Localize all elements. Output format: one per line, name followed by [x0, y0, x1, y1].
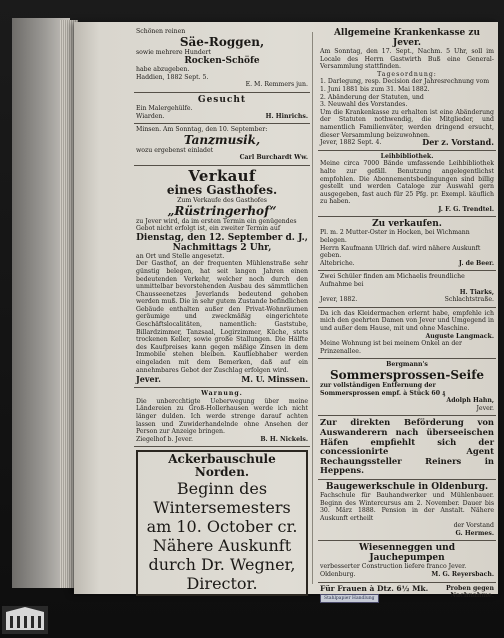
ad-line: sowie mehrere Hundert	[136, 48, 211, 56]
ad-place: Jever.	[476, 404, 494, 412]
ad-body: Die unbercchtigte Ueberwegung über meine Ländereien zu Groß-Hollerhausen werde ich nicht länger dulden. Ich werde strenge darauf achten lassen und Zuwiderhandelnde ohne Ansehen der Person zur Anzeige bringen.	[136, 397, 308, 436]
ad-title: Leihbibliothek.	[380, 152, 434, 160]
ad-line: zu Jever wird, da im ersten Termin ein genügendes Gebot nicht erfolgt ist, ein zweiter Termin auf	[136, 217, 297, 233]
ad-subtitle: Tagesordnung:	[377, 70, 437, 78]
ad-subtitle: Rocken-Schöfe	[184, 56, 260, 67]
ad-line: Zwei Schüler finden am Michaelis freundliche Aufnahme bei	[320, 273, 465, 289]
ad-signature: J. F. G. Trendtel.	[438, 205, 494, 213]
column-divider	[312, 32, 313, 584]
ad-title: Wiesenneggen und Jauchepumpen	[358, 543, 456, 564]
ad-title: Tanzmusik,	[183, 132, 261, 147]
ad-title: Für Frauen à Dtz. 6½ Mk.	[320, 583, 429, 593]
ad-title: Warnung.	[201, 390, 243, 398]
ad-name: „Rüstringerhof“	[167, 203, 277, 218]
ad-line: Schönen reinen	[136, 28, 186, 35]
ad-wiesenegge	[318, 541, 496, 582]
ad-leihbibliothek	[318, 151, 496, 218]
ad-line: Ein Malergehülfe.	[136, 104, 193, 112]
ad-signature: Adolph Hahn,	[446, 397, 494, 405]
ad-date: Jever, 1882 Sept. 4.	[320, 139, 382, 147]
ad-body: Fachschule für Bauhandwerker und Mühlenbauer. Beginn des Wintercursus am 2. November. Dauer bis 30. März 1888. Pension in der Anstalt. Nähere Auskunft ertheilt	[320, 491, 494, 522]
library-logo-icon	[2, 606, 48, 634]
advert-stamp: Stahlpapier Handlung	[320, 594, 379, 603]
ad-title: Verkauf	[188, 166, 256, 185]
ad-signature-2: Schlachtstraße.	[444, 296, 494, 304]
newspaper-page	[74, 22, 498, 602]
ad-signature: M. G. Reyersbach.	[431, 571, 494, 579]
ad-tanzmusik	[134, 124, 310, 166]
ad-gesucht	[134, 93, 310, 124]
ad-signature: der Vorstand	[453, 522, 494, 530]
ad-line: Nähere Auskunft durch Dr. Wegner, Director.	[148, 536, 296, 594]
ad-place: Ziegelhof b. Jever.	[136, 435, 193, 443]
ad-date: Jever, 1882.	[320, 296, 358, 304]
ad-auswanderer	[318, 416, 496, 480]
ad-title: Ackerbauschule Norden.	[168, 452, 276, 480]
left-column	[134, 26, 310, 594]
ad-body: Da ich das Kleidermachen erlernt habe, empfehle ich mich den geehrten Damen von Jever und Umgegend in und außer dem Hause, mit und ohne Maschine.	[320, 309, 494, 332]
ad-langmack	[318, 308, 496, 360]
ad-saeroggen	[134, 26, 310, 93]
ad-brand: Bergmann's	[386, 361, 428, 369]
ad-note-2: Nachnahme.	[450, 592, 494, 600]
ad-signature: M. U. Minssen.	[241, 374, 308, 385]
ad-line: Pl. m. 2 Mutter-Oster in Hocken, bei Wichmann belegen.	[320, 229, 470, 245]
ad-line: verbesserter Construction liefere franco Jever.	[320, 563, 467, 571]
agenda-item: 2. Abänderung der Statuten, und	[320, 93, 424, 101]
ad-signature: E. M. Remmers jun.	[245, 81, 308, 89]
ad-line: zur vollständigen Entfernung der Sommersprossen empf. à Stück 60 ₰	[320, 381, 446, 397]
ad-verkaufen	[318, 217, 496, 271]
ad-signature: H. Hinrichs.	[265, 112, 308, 120]
ad-gasthof-sale	[134, 166, 310, 388]
ad-krankenkasse	[318, 26, 496, 151]
ad-line: Zum Verkaufe des Gasthofes	[177, 196, 267, 204]
agenda-item: 3. Neuwahl des Vorstandes.	[320, 101, 408, 109]
ad-line: Beginn des Wintersemesters am 10. October cr.	[146, 479, 298, 537]
ad-title: Säe-Roggen,	[179, 34, 265, 49]
ad-line: an Ort und Stelle angesetzt.	[136, 252, 225, 260]
ad-signature: B. H. Nickels.	[260, 435, 308, 443]
ad-title: Gesucht	[197, 94, 247, 105]
ad-warnung	[134, 388, 310, 447]
ad-date: Dienstag, den 12. September d. J.,	[136, 232, 308, 243]
ad-ackerbauschule	[136, 450, 308, 596]
ad-signature: Carl Burchardt Ww.	[239, 154, 308, 162]
ad-line: Meine Wohnung ist bei meinem Onkel an der Prinzenallee.	[320, 340, 462, 355]
ad-line: wozu ergebenst einladet	[136, 146, 214, 154]
ad-body: Zur direkten Beförderung von Auswanderern nach überseeischen Häfen empfiehlt sich der concessionirte Agent Rechaungssteller Reiners in Heppens.	[320, 417, 494, 476]
ad-line: Minsen. Am Sonntag, den 10. September:	[136, 126, 268, 134]
ad-signature: Auguste Langmack.	[425, 332, 494, 340]
ad-frauen	[318, 583, 496, 607]
ad-place: Wiarden.	[136, 112, 165, 120]
ad-place: Altebriche.	[320, 259, 355, 267]
ad-signature: J. de Beer.	[458, 259, 494, 267]
ad-place: Jever.	[136, 374, 161, 385]
ad-body: Am Sonntag, den 17. Sept., Nachm. 5 Uhr, soll im Locale des Herrn Gastwirth Buß eine General-Versammlung stattfinden.	[320, 48, 494, 71]
ad-title: Baugewerkschule in Oldenburg.	[325, 481, 489, 492]
ad-body: Der Gasthof, an der frequenten Mühlenstraße sehr günstig belegen, hat seit langen Jahren einen bedeutenden Verkehr, welcher noch durch den unmittelbar bevorstehenden Ausbau des sämmtlichen Chausseenetzes Jeverlands bedeutend gehoben werden muß. Die in sehr gutem Zustande befindlichen Gebäude enthalten außer den Privat-Wohnräumen geräumige und zweckmäßig eingerichtete Geschäftslocalitäten, namentlich: Gaststube, Billardzimmer, Tanzsaal, Logirzimmer, Küche, stets trockenen Keller, sowie große Stallungen. Die Hälfte des Kaufpreises kann gegen mäßige Zinsen in dem Immobile stehen bleiben. Kaufliebhaber werden eingeladen mit dem Bemerken, daß auf ein annehmbares Gebot der Zuschlag erfolgen wird.	[136, 260, 308, 374]
ad-signature: Der z. Vorstand.	[422, 137, 494, 148]
ad-body: Um die Krankenkasse zu erhalten ist eine Abänderung der Statuten nothwendig, die Mitglieder, und namentlich Familienväter, werden dringend ersucht, dieser Versammlung beizuwohnen.	[320, 108, 494, 139]
ad-line: Herrn Kaufmann Ullrich daf. wird nähere Auskunft geben.	[320, 244, 481, 260]
ad-note: Proben gegen	[446, 584, 494, 592]
ad-line: habe abzugeben.	[136, 66, 190, 74]
ad-baugewerkschule	[318, 480, 496, 542]
ad-title: Sommersprossen-Seife	[329, 367, 484, 382]
ad-signature: H. Tiarks,	[459, 288, 494, 296]
ad-title: Allgemeine Krankenkasse zu Jever.	[333, 28, 481, 48]
ad-name: G. Hermes.	[455, 529, 494, 537]
ad-time: Nachmittags 2 Uhr,	[172, 242, 272, 253]
ad-schueler	[318, 271, 496, 307]
ad-title: Zu verkaufen.	[372, 219, 442, 230]
ad-date: Haddien, 1882 Sept. 5.	[136, 73, 209, 81]
ad-place: Oldenburg.	[320, 571, 356, 579]
agenda-item: 1. Darlegung, resp. Decision der Jahresrechnung vom 1. Juni 1881 bis zum 31. Mai 1882.	[320, 78, 490, 93]
ad-body: Meine circa 7000 Bände umfassende Leihbibliothek halte zur gefäll. Benutzung angelegentlichst empfohlen. Die Abonnementsbedingungen sind billig gestellt und werden Cataloge zur Auswahl gern ausgegeben, fast auch für 25 Pfg. pr. Exempl. käuflich zu haben.	[320, 160, 494, 206]
ad-sommersprossen-seife	[318, 359, 496, 416]
right-column	[318, 26, 496, 602]
ad-title-2: eines Gasthofes.	[166, 182, 278, 197]
